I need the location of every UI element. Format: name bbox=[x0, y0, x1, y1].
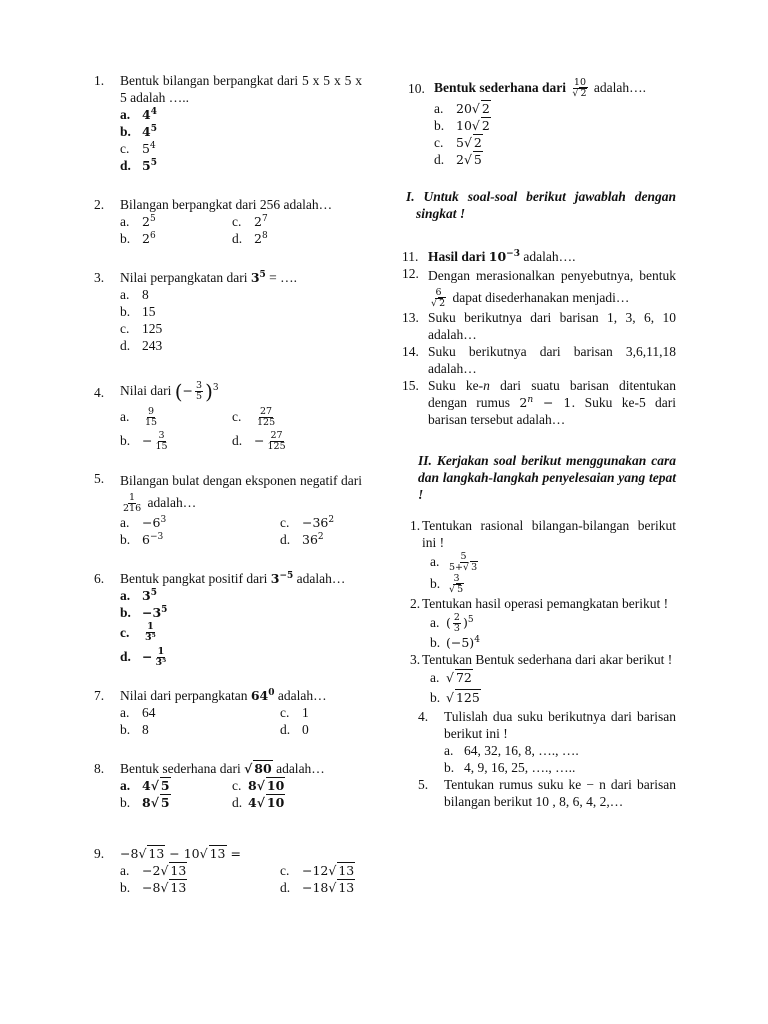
option-letter: b. bbox=[120, 531, 131, 547]
option-letter: a. bbox=[120, 587, 131, 603]
sub-value: √ 125 bbox=[446, 690, 480, 706]
sub-items bbox=[430, 668, 676, 708]
option-value: $3^5$ bbox=[142, 587, 157, 603]
option-value: 15 bbox=[142, 304, 156, 319]
question-number: 5. bbox=[418, 777, 429, 793]
essay-2 bbox=[410, 595, 676, 651]
sub-letter: b. bbox=[430, 576, 441, 592]
option-letter: a. bbox=[120, 777, 131, 793]
option-letter: b. bbox=[120, 721, 131, 737]
option-value: $4^4$ bbox=[142, 107, 157, 122]
options bbox=[120, 514, 362, 548]
option-value: $2^8$ bbox=[254, 231, 268, 246]
option-letter: d. bbox=[120, 158, 131, 173]
option-value: $2^6$ bbox=[142, 231, 156, 246]
question-number: 13. bbox=[402, 310, 419, 326]
option-letter: a. bbox=[120, 862, 130, 878]
question-number: 9. bbox=[94, 845, 105, 861]
option-value: 8 bbox=[142, 287, 149, 302]
option-value: $-6^3$ bbox=[142, 514, 167, 530]
question-6 bbox=[94, 570, 362, 669]
option-letter: d. bbox=[280, 721, 291, 737]
option-value: 4√ 10 bbox=[248, 794, 285, 810]
question-number: 4. bbox=[418, 709, 429, 725]
option-value: 10√ 2 bbox=[456, 118, 490, 133]
sub-value: $\frac{5}{5+√ 3}$ bbox=[449, 550, 478, 573]
option-letter: b. bbox=[120, 879, 131, 895]
question-text: −8√ 13 − 10√ 13 = bbox=[120, 845, 241, 861]
option-value: $2^7$ bbox=[254, 214, 268, 229]
section-1-title: I. Untuk soal-soal berikut jawablah dengan singkat ! bbox=[406, 189, 676, 221]
question-number: 1. bbox=[94, 73, 105, 88]
option-value: $36^2$ bbox=[302, 531, 324, 547]
question-15 bbox=[402, 377, 676, 428]
question-7 bbox=[94, 687, 362, 738]
question-1 bbox=[94, 72, 362, 174]
option-letter: c. bbox=[232, 777, 242, 793]
sub-letter: a. bbox=[444, 743, 454, 759]
sub-letter: a. bbox=[430, 615, 440, 631]
question-text: Nilai dari perpangkatan $64^0$ adalah… bbox=[120, 687, 327, 703]
question-number: 12. bbox=[402, 266, 419, 281]
sub-letter: a. bbox=[430, 670, 440, 686]
option-letter: c. bbox=[280, 704, 290, 720]
question-text: Bentuk sederhana dari $\frac{10}{√ 2}$ adalah…. bbox=[434, 77, 646, 100]
question-number: 2. bbox=[94, 197, 105, 212]
question-text: Tentukan rumus suku ke − n dari barisan bilangan berikut 10 , 8, 6, 4, 2,… bbox=[444, 777, 676, 810]
option-value: 5√ 2 bbox=[456, 135, 482, 150]
sub-value: √ 72 bbox=[446, 670, 472, 686]
option-value: 1 bbox=[302, 704, 309, 720]
question-text: Bentuk pangkat positif dari $3^{-5}$ adalah… bbox=[120, 570, 346, 586]
question-4 bbox=[94, 378, 362, 453]
left-column bbox=[94, 72, 362, 913]
question-2 bbox=[94, 196, 362, 247]
option-letter: d. bbox=[232, 794, 243, 810]
option-letter: d. bbox=[280, 531, 291, 547]
option-letter: b. bbox=[434, 118, 445, 133]
question-text: Bentuk sederhana dari √ 80 adalah… bbox=[120, 760, 325, 776]
question-number: 4. bbox=[94, 385, 105, 400]
essay-3 bbox=[410, 651, 676, 708]
question-number: 7. bbox=[94, 687, 105, 703]
option-value: −18√ 13 bbox=[302, 879, 355, 895]
option-letter: c. bbox=[280, 514, 290, 530]
option-value: 8√ 5 bbox=[142, 794, 170, 810]
options bbox=[120, 587, 362, 669]
option-letter: d. bbox=[434, 152, 445, 167]
question-text: Nilai perpangkatan dari $3^5$ = …. bbox=[120, 270, 298, 285]
option-value: $2^5$ bbox=[142, 214, 156, 229]
question-number: 3. bbox=[410, 652, 421, 668]
option-value: −8√ 13 bbox=[142, 879, 187, 895]
option-letter: a. bbox=[120, 514, 130, 530]
options bbox=[120, 286, 362, 354]
sub-items bbox=[430, 551, 676, 595]
question-text: Suku berikutnya dari barisan 1, 3, 6, 10 adalah… bbox=[428, 310, 676, 343]
option-value: 64 bbox=[142, 704, 156, 720]
question-text: Bilangan berpangkat dari 256 adalah… bbox=[120, 197, 333, 212]
math-power: $3^5$ bbox=[250, 270, 266, 285]
sub-letter: a. bbox=[430, 554, 440, 570]
option-value: − $\frac{1}{\text{3⁵}}$ bbox=[142, 645, 167, 668]
option-letter: c. bbox=[120, 624, 130, 640]
question-text: Tulislah dua suku berikutnya dari barisan berikut ini ! bbox=[444, 709, 676, 742]
option-value: −12√ 13 bbox=[302, 862, 355, 878]
question-12 bbox=[402, 265, 676, 309]
option-value: $-3^5$ bbox=[142, 604, 168, 620]
option-value: $\frac{27}{125}$ bbox=[257, 405, 276, 428]
option-value: 8 bbox=[142, 721, 149, 737]
question-14 bbox=[402, 343, 676, 377]
question-number: 15. bbox=[402, 378, 419, 394]
options bbox=[120, 213, 362, 247]
option-value: 243 bbox=[142, 338, 163, 353]
question-text: Tentukan rasional bilangan-bilangan berikut ini ! bbox=[422, 518, 676, 551]
option-value: $5^4$ bbox=[142, 141, 156, 156]
question-text: Hasil dari $10^{-3}$ adalah…. bbox=[428, 249, 576, 264]
question-text: Tentukan hasil operasi pemangkatan berikut ! bbox=[422, 596, 669, 612]
option-letter: b. bbox=[120, 231, 131, 246]
question-number: 10. bbox=[408, 81, 425, 96]
option-value: $5^5$ bbox=[142, 158, 157, 173]
option-value: 8√ 10 bbox=[248, 777, 285, 793]
question-number: 5. bbox=[94, 470, 105, 486]
sub-letter: b. bbox=[430, 690, 441, 706]
sub-value: $\frac{3}{√ 5}$ bbox=[449, 572, 464, 595]
short-answer-list bbox=[402, 248, 676, 428]
sub-value: $(-5)^4$ bbox=[446, 635, 480, 651]
option-letter: a. bbox=[434, 101, 444, 116]
sub-items bbox=[444, 742, 676, 776]
question-11 bbox=[402, 248, 676, 265]
question-text: Bentuk bilangan berpangkat dari 5 x 5 x 5 x 5 adalah ….. bbox=[120, 73, 362, 105]
option-value: $6^{-3}$ bbox=[142, 531, 164, 547]
essay-4 bbox=[410, 708, 676, 776]
option-letter: b. bbox=[120, 304, 131, 319]
question-number: 1. bbox=[410, 518, 421, 534]
essay-1 bbox=[410, 517, 676, 595]
option-letter: d. bbox=[280, 879, 291, 895]
right-column bbox=[402, 76, 676, 810]
option-letter: c. bbox=[434, 135, 444, 150]
option-value: −2√ 13 bbox=[142, 862, 187, 878]
question-number: 6. bbox=[94, 570, 105, 586]
question-text: Nilai dari (− $\frac{3}{5}$ )$^3$ bbox=[120, 379, 219, 404]
option-letter: d. bbox=[120, 338, 131, 353]
options bbox=[120, 106, 362, 174]
option-letter: d. bbox=[232, 231, 243, 246]
options bbox=[120, 862, 362, 896]
sub-value: 64, 32, 16, 8, …., …. bbox=[464, 743, 579, 759]
question-number: 2. bbox=[410, 596, 421, 612]
options bbox=[120, 704, 362, 738]
option-value: − $\frac{3}{15}$ bbox=[142, 429, 168, 452]
option-value: $-36^2$ bbox=[302, 514, 335, 530]
question-number: 14. bbox=[402, 344, 419, 360]
question-text: Bilangan bulat dengan eksponen negatif dari $\frac{1}{216}$ adalah… bbox=[120, 472, 362, 514]
option-letter: d. bbox=[232, 432, 243, 448]
question-number: 11. bbox=[402, 249, 419, 264]
option-value: 0 bbox=[302, 721, 309, 737]
question-number: 3. bbox=[94, 270, 105, 285]
option-letter: d. bbox=[120, 648, 131, 664]
question-5 bbox=[94, 470, 362, 548]
option-letter: b. bbox=[120, 124, 131, 139]
option-letter: c. bbox=[120, 321, 130, 336]
question-number: 8. bbox=[94, 760, 105, 776]
option-value: − $\frac{27}{125}$ bbox=[254, 429, 286, 452]
options bbox=[434, 100, 676, 168]
essay-5 bbox=[410, 776, 676, 810]
option-letter: c. bbox=[280, 862, 290, 878]
option-letter: a. bbox=[120, 408, 130, 424]
option-letter: a. bbox=[120, 287, 130, 302]
sub-value: 4, 9, 16, 25, …., ….. bbox=[464, 760, 576, 776]
option-letter: c. bbox=[232, 408, 242, 424]
question-text: Dengan merasionalkan penyebutnya, bentuk $\frac{6}{√ 2}$ dapat disederhanakan menjadi… bbox=[428, 268, 676, 310]
option-letter: a. bbox=[120, 107, 131, 122]
option-value: $\frac{1}{\text{3⁵}}$ bbox=[145, 621, 156, 644]
option-value: 125 bbox=[142, 321, 163, 336]
option-letter: b. bbox=[120, 432, 131, 448]
question-text: Suku ke-n dari suatu barisan ditentukan dengan rumus $2^n - 1$. Suku ke-5 dari barisan tersebut adalah… bbox=[428, 378, 676, 428]
sub-letter: b. bbox=[444, 760, 455, 776]
sub-value: ( $\frac{2}{3}$ )$^5$ bbox=[446, 612, 474, 635]
sub-items bbox=[430, 612, 676, 651]
option-letter: a. bbox=[120, 704, 130, 720]
question-13 bbox=[402, 309, 676, 343]
question-9 bbox=[94, 845, 362, 896]
option-value: $\frac{9}{15}$ bbox=[145, 405, 158, 428]
essay-list bbox=[410, 517, 676, 810]
question-text: Tentukan Bentuk sederhana dari akar berikut ! bbox=[422, 652, 673, 668]
options bbox=[120, 405, 362, 453]
question-text: Suku berikutnya dari barisan 3,6,11,18 adalah… bbox=[428, 344, 676, 377]
section-2-title: II. Kerjakan soal berikut menggunakan cara dan langkah-langkah penyelesaian yang tepat ! bbox=[418, 453, 676, 503]
question-8 bbox=[94, 760, 362, 811]
option-letter: b. bbox=[120, 604, 131, 620]
option-letter: c. bbox=[232, 214, 242, 229]
option-letter: b. bbox=[120, 794, 131, 810]
question-3 bbox=[94, 269, 362, 354]
option-value: 2√ 5 bbox=[456, 152, 482, 167]
option-value: $4^5$ bbox=[142, 124, 157, 139]
option-value: 4√ 5 bbox=[142, 777, 170, 793]
option-letter: c. bbox=[120, 141, 130, 156]
option-value: 20√ 2 bbox=[456, 101, 490, 116]
options bbox=[120, 777, 362, 811]
sub-letter: b. bbox=[430, 635, 441, 651]
option-letter: a. bbox=[120, 214, 130, 229]
math-fraction-power: (− $\frac{3}{5}$ )$^3$ bbox=[174, 379, 219, 404]
question-10 bbox=[408, 76, 676, 168]
